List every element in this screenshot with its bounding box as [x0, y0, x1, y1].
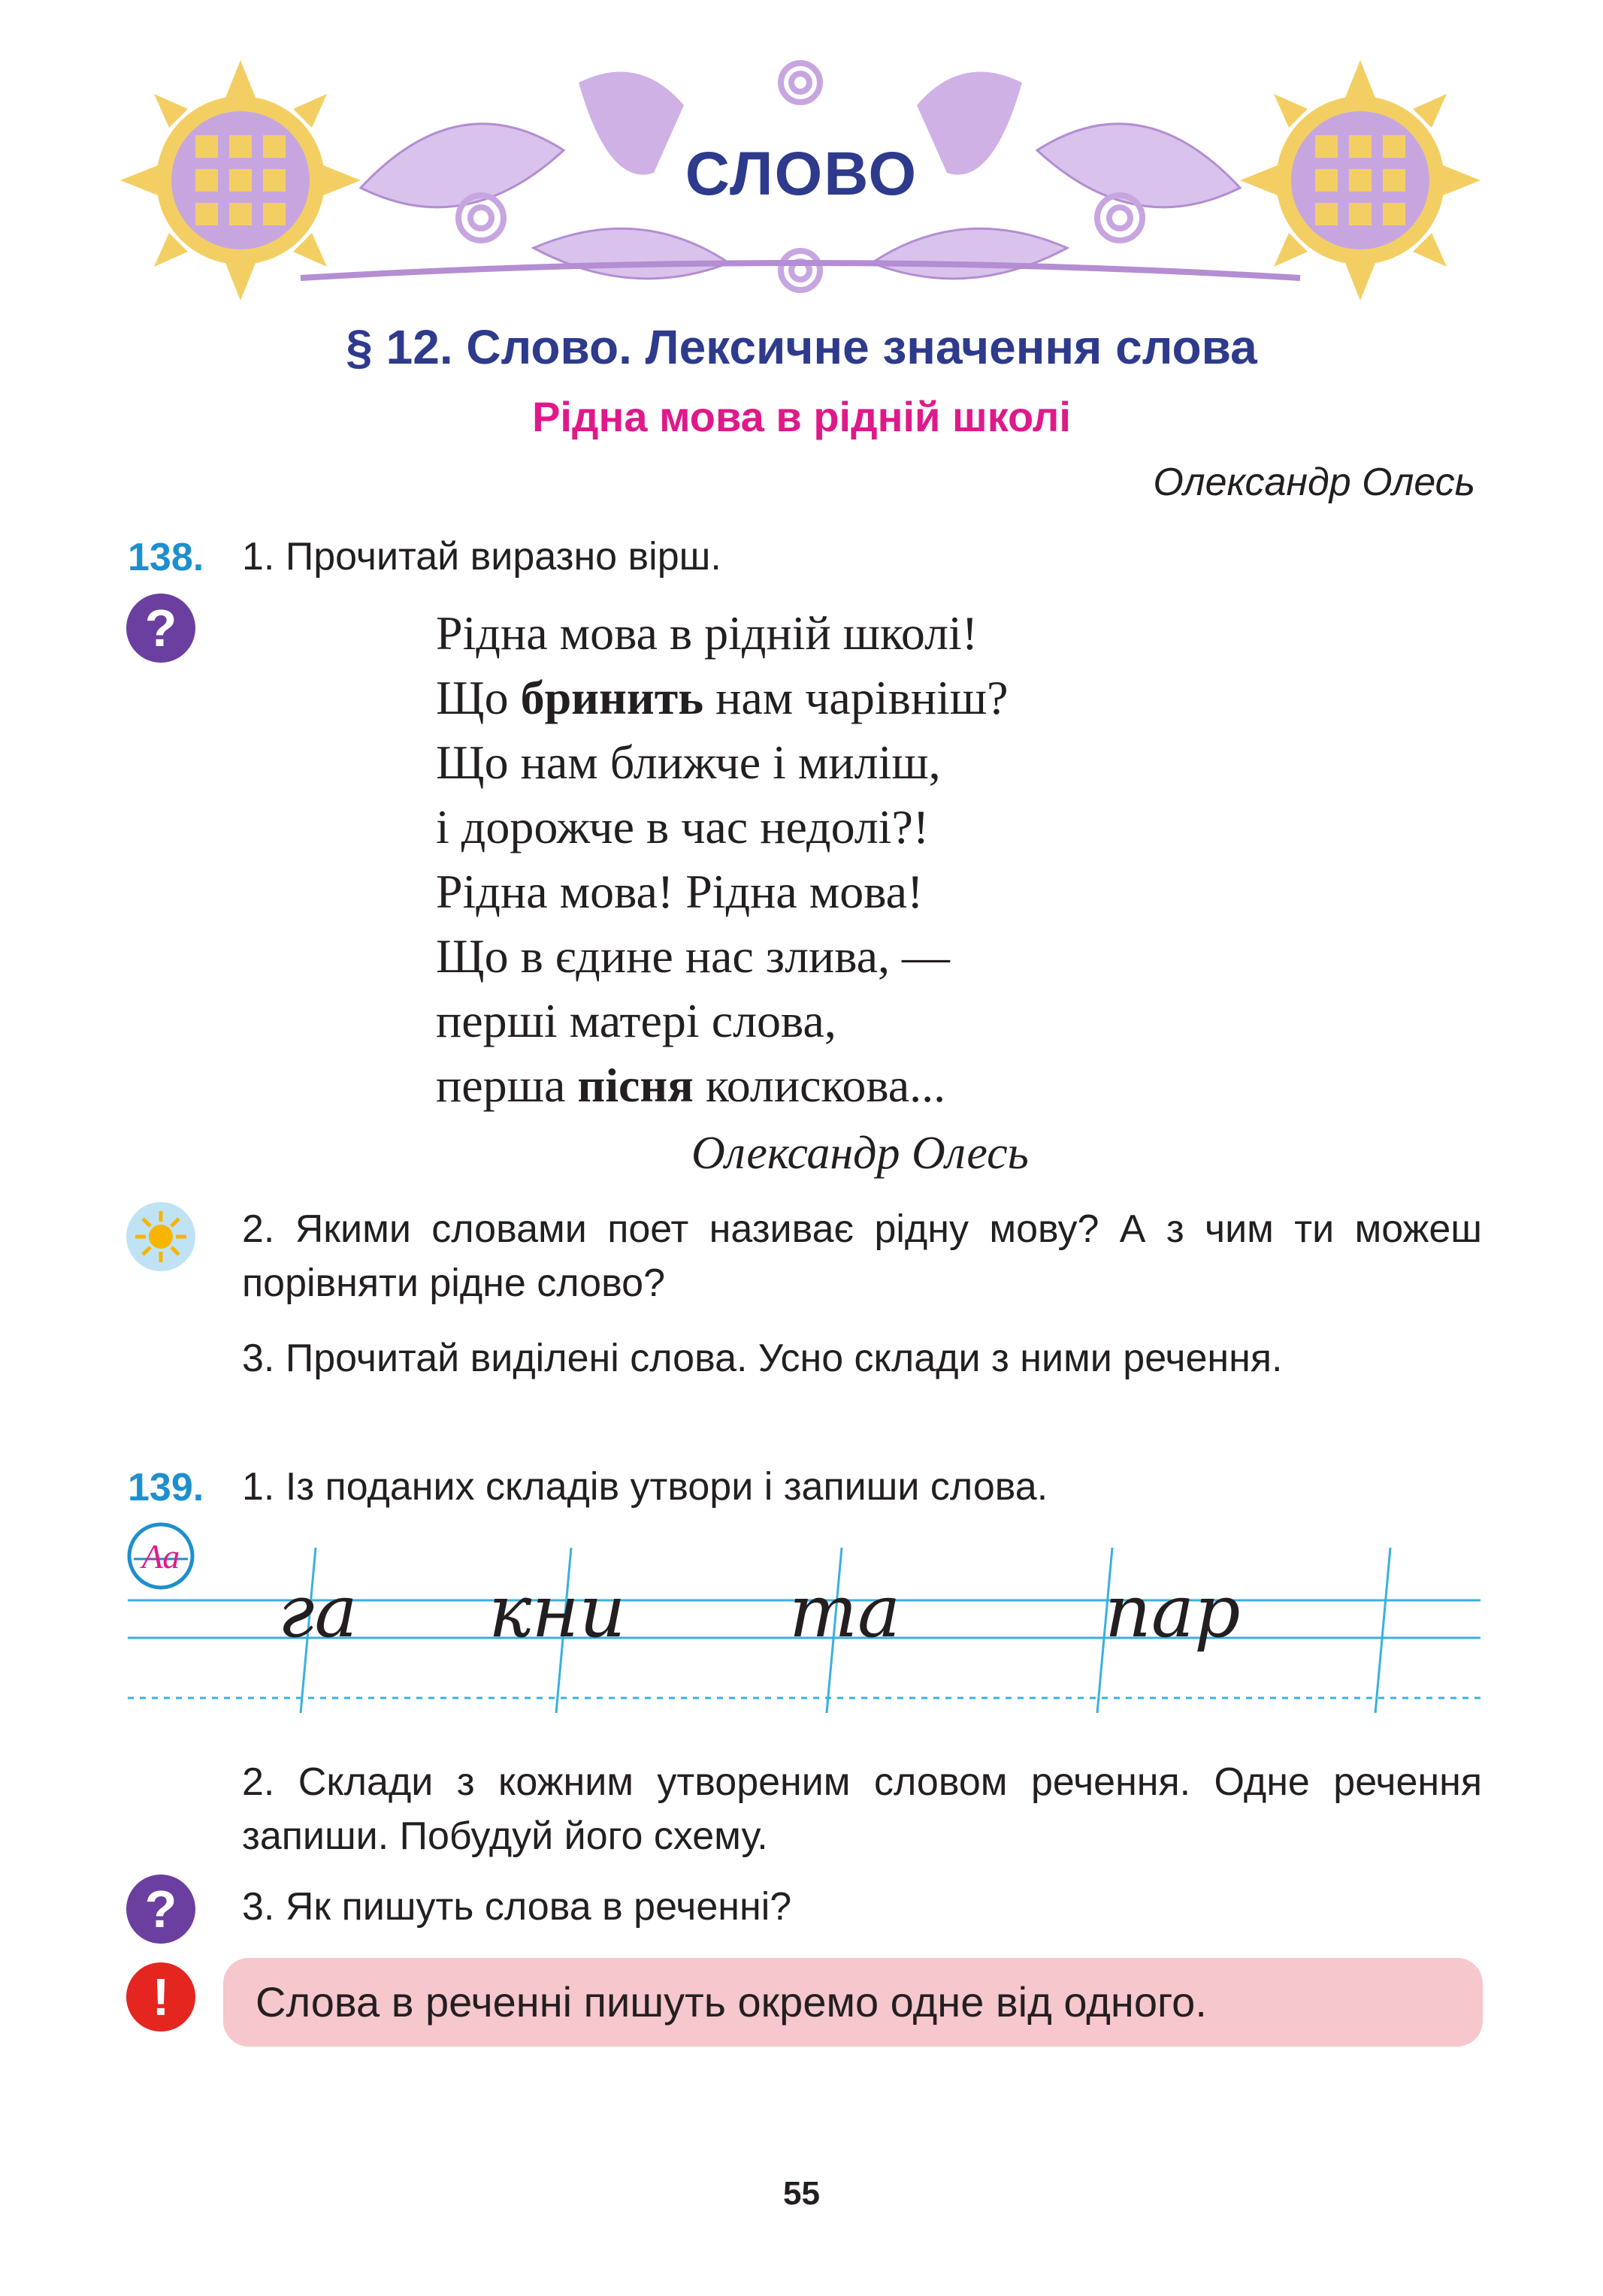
- poem-line: Що нам ближче і миліш,: [436, 736, 941, 789]
- poem: [436, 601, 1009, 1118]
- highlighted-word: пісня: [577, 1059, 694, 1112]
- exercise-139-task-1: 1. Із поданих складів утвори і запиши слова.: [242, 1465, 1048, 1509]
- chapter-title: СЛОВО: [685, 140, 918, 208]
- poem-line: Що в єдине нас злива, —: [436, 929, 951, 983]
- exercise-138-task-1: 1. Прочитай виразно вірш.: [242, 535, 721, 579]
- poem-title: Рідна мова в рідній школі: [532, 393, 1071, 440]
- exercise-number-138: 138.: [128, 536, 204, 579]
- exclamation-icon: !: [126, 1962, 195, 2032]
- exercise-139-task-3: 3. Як пишуть слова в реченні?: [242, 1885, 792, 1929]
- page-number: 55: [783, 2175, 820, 2212]
- poem-line: перша пісня колискова...: [436, 1059, 946, 1112]
- exercise-number-139: 139.: [128, 1466, 204, 1509]
- rule-note-text: Слова в реченні пишуть окремо одне від одного.: [256, 1978, 1207, 2026]
- question-icon: ?: [126, 594, 195, 663]
- poem-line: Рідна мова в рідній школі!: [436, 606, 978, 660]
- syllable: пар: [1105, 1569, 1241, 1654]
- section-title: § 12. Слово. Лексичне значення слова: [346, 320, 1257, 374]
- exercise-138-task-2: 2. Якими словами поет називає рідну мову? А з чим ти можеш порівняти рідне слово?: [242, 1207, 1482, 1305]
- sun-icon: [126, 1202, 195, 1271]
- handwriting-lines: [128, 1533, 1481, 1713]
- exercise-138-task-3: 3. Прочитай виділені слова. Усно склади з ними речення.: [242, 1337, 1283, 1380]
- exercise-139-task-2: 2. Склади з кожним утвореним словом речення. Одне речення запиши. Побудуй його схему.: [242, 1760, 1482, 1858]
- poem-line: і дорожче в час недолі?!: [436, 800, 930, 853]
- highlighted-word: бринить: [520, 671, 704, 724]
- syllable: кни: [488, 1569, 626, 1654]
- syllable: та: [789, 1569, 901, 1654]
- author-heading: Олександр Олесь: [1153, 461, 1475, 504]
- question-icon: ?: [126, 1875, 195, 1944]
- poem-author: Олександр Олесь: [691, 1128, 1029, 1179]
- poem-line: Рідна мова! Рідна мова!: [436, 865, 924, 918]
- poem-line: перші матері слова,: [436, 994, 836, 1047]
- poem-line: Що бринить нам чарівніш?: [436, 671, 1009, 724]
- svg-text:Аа: Аа: [141, 1537, 180, 1575]
- syllable: га: [278, 1569, 358, 1654]
